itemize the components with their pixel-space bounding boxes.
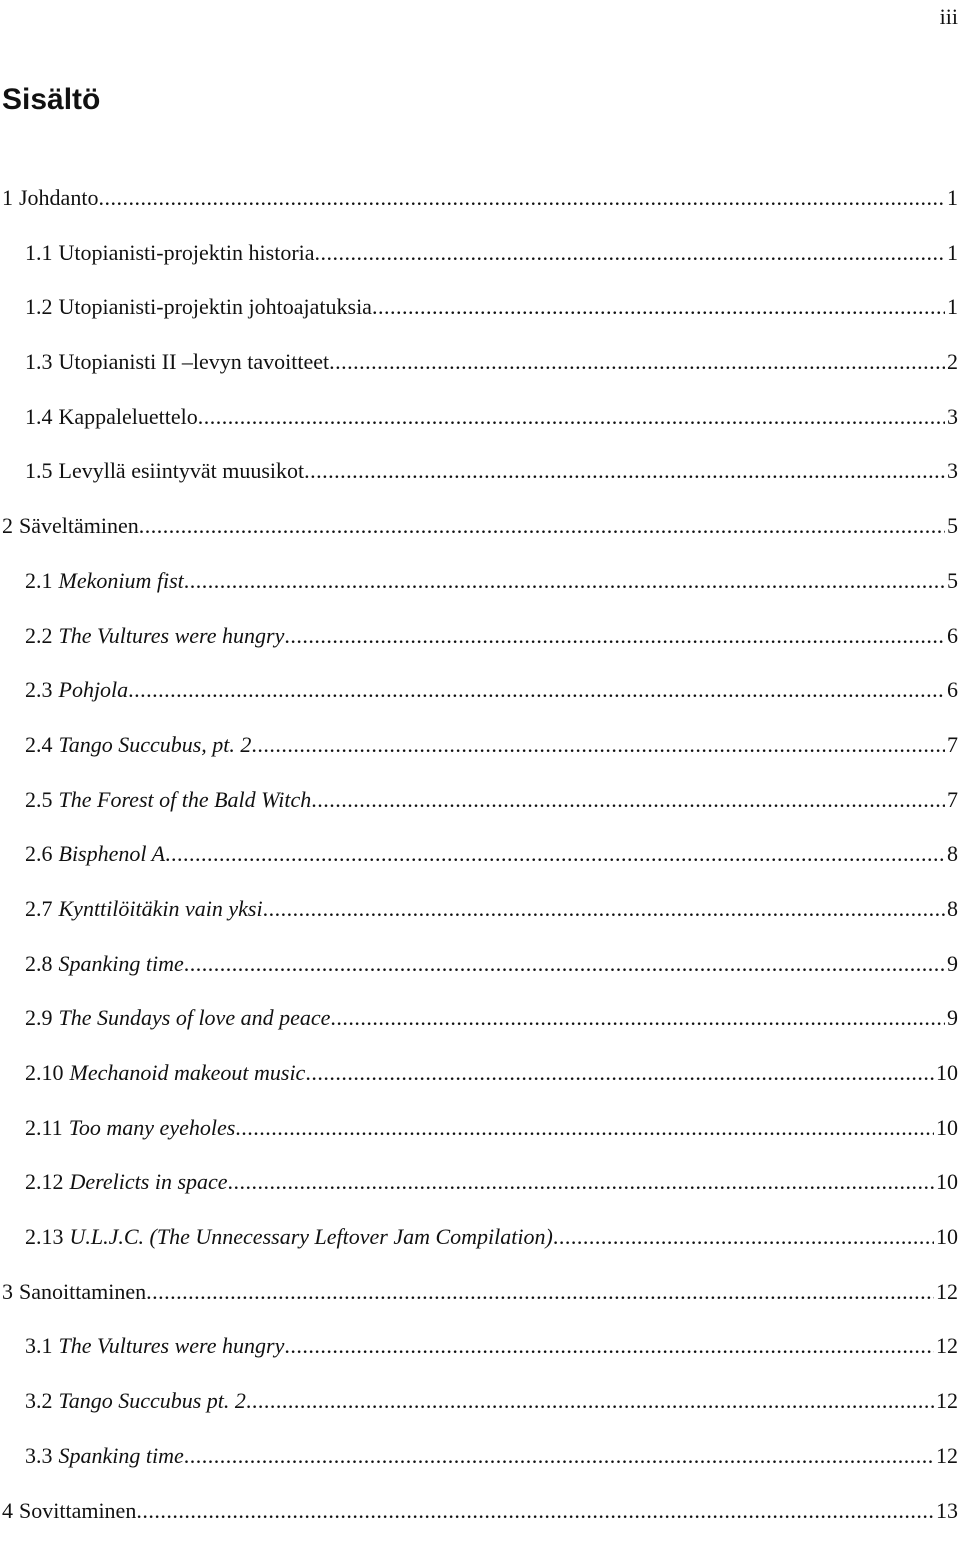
toc-entry-title: The Vultures were hungry: [59, 1327, 285, 1365]
toc-entry-page: 2: [945, 343, 958, 381]
toc-entry-number: 1: [2, 179, 19, 217]
dot-leader: [165, 835, 945, 873]
toc-entry-number: 3: [2, 1273, 19, 1311]
toc-entry[interactable]: [0, 890, 960, 945]
toc-entry-number: 2.13: [25, 1218, 70, 1256]
toc-entry-page: 9: [945, 945, 958, 983]
dot-leader: [184, 562, 945, 600]
toc-entry-number: 2.5: [25, 781, 59, 819]
toc-entry-title: Kynttilöitäkin vain yksi: [59, 890, 263, 928]
toc-entry-title: Pohjola: [59, 671, 129, 709]
toc-entry-title: Säveltäminen: [19, 507, 139, 545]
toc-entry-page: 8: [945, 890, 958, 928]
toc-entry[interactable]: [0, 781, 960, 836]
toc-entry-number: 2.3: [25, 671, 59, 709]
dot-leader: [184, 1437, 934, 1475]
toc-entry[interactable]: [0, 617, 960, 672]
toc-entry[interactable]: [0, 1327, 960, 1382]
toc-entry-title: Utopianisti II –levyn tavoitteet: [59, 343, 330, 381]
toc-entry[interactable]: [0, 1218, 960, 1273]
toc-entry-page: 10: [934, 1163, 958, 1201]
toc-entry-title: U.L.J.C. (The Unnecessary Leftover Jam Compilation): [70, 1218, 553, 1256]
toc-entry-title: The Sundays of love and peace: [59, 999, 331, 1037]
table-of-contents: [0, 179, 960, 1546]
toc-entry-number: 1.3: [25, 343, 59, 381]
toc-entry-title: Spanking time: [59, 1437, 184, 1475]
toc-entry[interactable]: [0, 398, 960, 453]
toc-entry-page: 5: [945, 507, 958, 545]
dot-leader: [329, 343, 945, 381]
toc-entry-title: Tango Succubus, pt. 2: [59, 726, 252, 764]
toc-entry-page: 1: [945, 179, 958, 217]
toc-entry[interactable]: [0, 999, 960, 1054]
toc-entry-title: Sovittaminen: [19, 1492, 136, 1530]
toc-entry-page: 8: [945, 835, 958, 873]
toc-entry-title: The Vultures were hungry: [59, 617, 285, 655]
toc-entry-page: 5: [945, 562, 958, 600]
toc-entry-title: Spanking time: [59, 945, 184, 983]
toc-entry[interactable]: [0, 288, 960, 343]
dot-leader: [263, 890, 945, 928]
toc-entry-number: 2.8: [25, 945, 59, 983]
toc-entry-number: 3.3: [25, 1437, 59, 1475]
toc-entry-number: 2.12: [25, 1163, 70, 1201]
dot-leader: [330, 999, 945, 1037]
toc-entry[interactable]: [0, 1054, 960, 1109]
toc-entry-number: 2.10: [25, 1054, 70, 1092]
dot-leader: [305, 1054, 934, 1092]
dot-leader: [251, 726, 945, 764]
toc-entry-page: 6: [945, 617, 958, 655]
toc-entry[interactable]: [0, 1437, 960, 1492]
toc-entry[interactable]: [0, 1163, 960, 1218]
toc-entry[interactable]: [0, 1273, 960, 1328]
dot-leader: [311, 781, 945, 819]
toc-entry-number: 2.2: [25, 617, 59, 655]
toc-entry[interactable]: [0, 671, 960, 726]
dot-leader: [553, 1218, 934, 1256]
toc-entry-title: Sanoittaminen: [19, 1273, 146, 1311]
dot-leader: [284, 617, 945, 655]
toc-entry-number: 1.5: [25, 452, 59, 490]
toc-entry[interactable]: [0, 562, 960, 617]
toc-entry[interactable]: [0, 452, 960, 507]
toc-entry[interactable]: [0, 726, 960, 781]
dot-leader: [315, 234, 945, 272]
dot-leader: [304, 452, 945, 490]
toc-entry-page: 12: [934, 1437, 958, 1475]
toc-entry-page: 6: [945, 671, 958, 709]
toc-entry-page: 7: [945, 726, 958, 764]
toc-entry-number: 2.4: [25, 726, 59, 764]
toc-entry[interactable]: [0, 234, 960, 289]
toc-entry-title: Mechanoid makeout music: [70, 1054, 306, 1092]
toc-entry-page: 1: [945, 234, 958, 272]
dot-leader: [284, 1327, 934, 1365]
dot-leader: [246, 1382, 934, 1420]
toc-entry-title: Mekonium fist: [59, 562, 184, 600]
toc-entry-page: 9: [945, 999, 958, 1037]
toc-entry-title: Levyllä esiintyvät muusikot: [59, 452, 305, 490]
toc-entry-number: 3.2: [25, 1382, 59, 1420]
toc-entry-number: 2.9: [25, 999, 59, 1037]
toc-entry[interactable]: [0, 945, 960, 1000]
dot-leader: [139, 507, 945, 545]
toc-entry-title: Utopianisti-projektin johtoajatuksia: [59, 288, 372, 326]
toc-entry-page: 3: [945, 398, 958, 436]
toc-entry[interactable]: [0, 343, 960, 398]
toc-entry-page: 10: [934, 1109, 958, 1147]
toc-entry-title: The Forest of the Bald Witch: [59, 781, 312, 819]
toc-heading: Sisältö: [2, 80, 100, 120]
toc-entry-page: 7: [945, 781, 958, 819]
toc-entry-number: 2.11: [25, 1109, 69, 1147]
toc-entry-title: Too many eyeholes: [69, 1109, 236, 1147]
toc-entry-page: 1: [945, 288, 958, 326]
dot-leader: [228, 1163, 934, 1201]
toc-entry-page: 10: [934, 1218, 958, 1256]
toc-entry-title: Johdanto: [19, 179, 98, 217]
toc-entry-number: 1.4: [25, 398, 59, 436]
toc-entry-title: Utopianisti-projektin historia: [59, 234, 315, 272]
toc-entry-title: Derelicts in space: [70, 1163, 228, 1201]
dot-leader: [184, 945, 945, 983]
toc-entry-page: 10: [934, 1054, 958, 1092]
dot-leader: [235, 1109, 934, 1147]
toc-entry-number: 2.6: [25, 835, 59, 873]
toc-entry[interactable]: [0, 179, 960, 234]
page-number: iii: [940, 2, 958, 32]
toc-entry-title: Kappaleluettelo: [59, 398, 198, 436]
toc-entry-page: 3: [945, 452, 958, 490]
toc-entry[interactable]: [0, 835, 960, 890]
dot-leader: [136, 1492, 934, 1530]
toc-entry-title: Tango Succubus pt. 2: [59, 1382, 246, 1420]
toc-entry-page: 12: [934, 1382, 958, 1420]
toc-entry-number: 1.2: [25, 288, 59, 326]
dot-leader: [98, 179, 945, 217]
toc-entry[interactable]: [0, 507, 960, 562]
toc-entry-number: 2.7: [25, 890, 59, 928]
toc-entry[interactable]: [0, 1492, 960, 1546]
toc-entry[interactable]: [0, 1382, 960, 1437]
toc-entry-title: Bisphenol A: [59, 835, 166, 873]
dot-leader: [198, 398, 945, 436]
toc-entry-page: 12: [934, 1327, 958, 1365]
toc-entry-page: 13: [934, 1492, 958, 1530]
toc-entry-number: 1.1: [25, 234, 59, 272]
toc-entry[interactable]: [0, 1109, 960, 1164]
dot-leader: [146, 1273, 934, 1311]
dot-leader: [128, 671, 945, 709]
toc-entry-number: 2: [2, 507, 19, 545]
toc-entry-number: 4: [2, 1492, 19, 1530]
toc-entry-number: 3.1: [25, 1327, 59, 1365]
toc-entry-page: 12: [934, 1273, 958, 1311]
toc-entry-number: 2.1: [25, 562, 59, 600]
dot-leader: [372, 288, 945, 326]
